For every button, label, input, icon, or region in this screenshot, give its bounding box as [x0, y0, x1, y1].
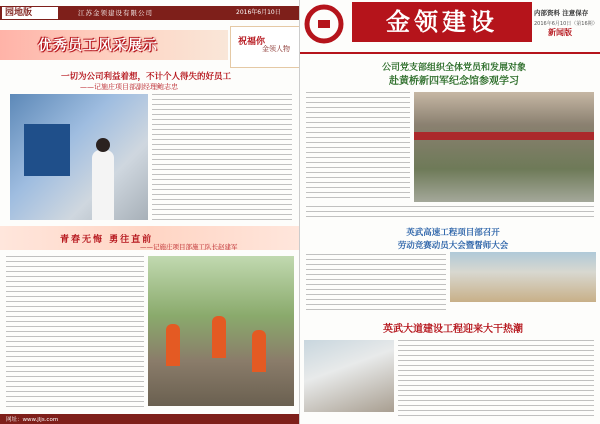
page-tag: 园地版 [2, 7, 58, 19]
side-heading: 祝福你 [238, 37, 266, 47]
article2-body [6, 256, 144, 408]
r-article2-photo [450, 252, 596, 302]
r-article1-headline-1: 公司党支部组织全体党员和发展对象 [381, 63, 526, 73]
r-article2-headline-2: 劳动竞赛动员大会暨誓师大会 [397, 241, 509, 251]
article1-photo [10, 94, 148, 220]
r-article1-headline-2: 赴黄桥新四军纪念馆参观学习 [389, 76, 519, 87]
article2-headline: 青春无悔 勇往直前 [60, 235, 154, 245]
header-date: 2016年6月10日 [236, 9, 281, 16]
company-sign [24, 124, 70, 176]
worker-figure [252, 330, 266, 372]
r-article1-photo [414, 92, 594, 202]
internal-note: 内部资料 注意保存 [534, 9, 589, 17]
banner-title: 优秀员工风采展示 [38, 38, 158, 54]
edition-badge: 新闻版 [548, 28, 572, 37]
masthead-date: 2016年6月10日（第16期） [534, 21, 598, 27]
company-logo-icon [304, 4, 344, 44]
article1-byline: ——记施庄项目部副经理鲍志忠 [80, 83, 178, 91]
r-article3-body [398, 340, 594, 416]
banner-in-photo [414, 132, 594, 140]
r-article1-body [306, 92, 410, 202]
r-article3-headline: 英武大道建设工程迎来大干热潮 [383, 324, 523, 335]
article1-headline: 一切为公司利益着想，不计个人得失的好员工 [60, 72, 231, 82]
r-article2-headline-1: 英武高速工程项目部召开 [406, 228, 500, 238]
person-figure [92, 150, 114, 220]
r-article3-photo [304, 340, 394, 412]
masthead-title: 金领建设 [352, 2, 532, 42]
article2-photo [148, 256, 294, 406]
article1-body-right [152, 94, 292, 222]
footer-text: 网址：www.jljs.com [6, 417, 59, 423]
r-article2-body [306, 254, 446, 310]
article2-byline: ——记施庄项目部施工队长赵建军 [140, 243, 238, 251]
worker-figure [166, 324, 180, 366]
masthead-rule [300, 52, 600, 54]
r-article1-body-2 [306, 206, 594, 220]
worker-figure [212, 316, 226, 358]
person-head [96, 138, 110, 152]
header-company: 江苏金领建设有限公司 [78, 9, 153, 17]
side-sub: 金领人物 [262, 45, 290, 53]
right-page [300, 0, 600, 424]
